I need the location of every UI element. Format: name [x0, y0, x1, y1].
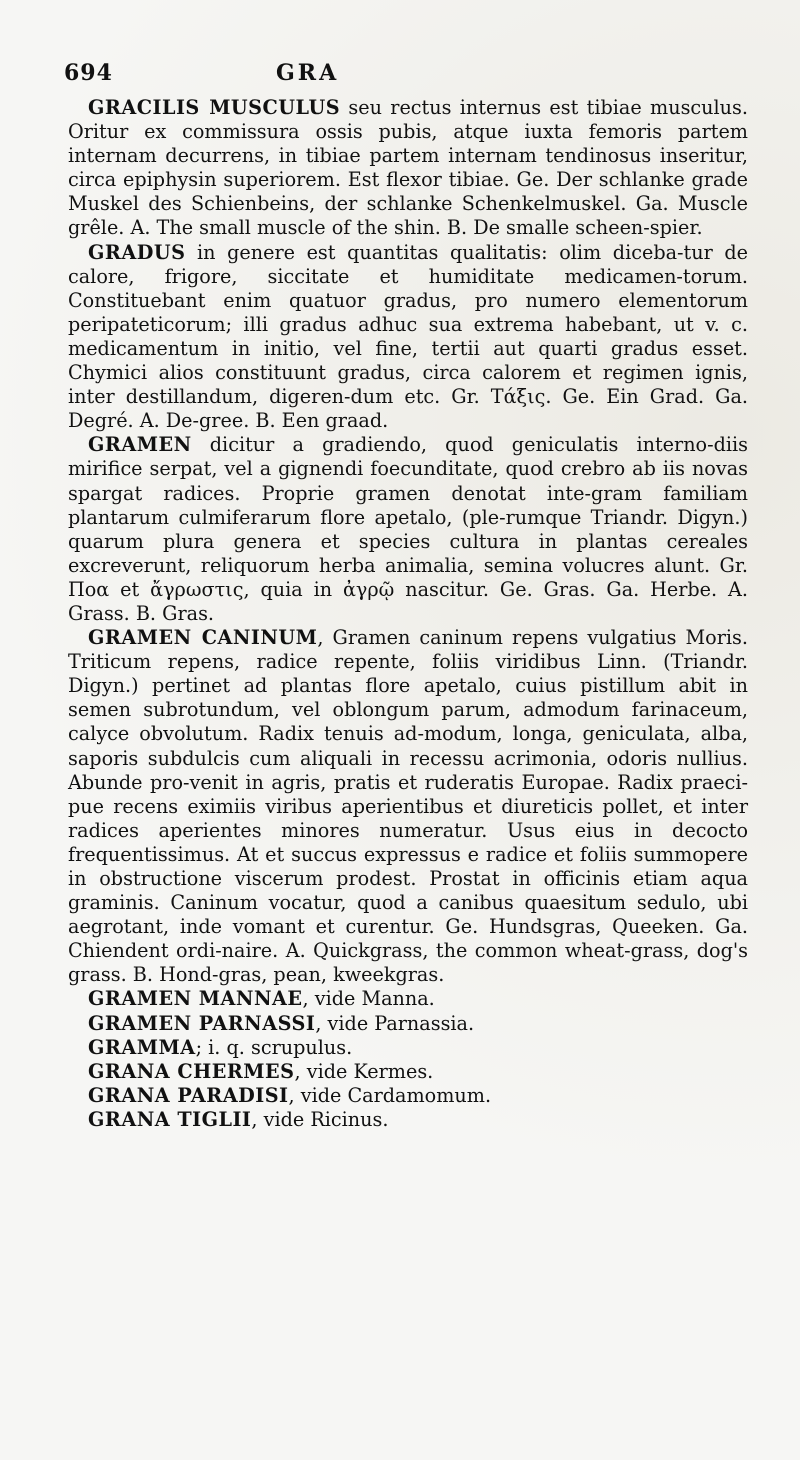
entry-lemma: GRAMEN MANNAE	[88, 987, 303, 1011]
entry-gramen-mannae	[68, 987, 748, 1011]
page-header	[64, 60, 744, 100]
entry-text: , vide Ricinus.	[251, 1107, 389, 1131]
entry-gramen	[68, 433, 748, 626]
entry-gradus	[68, 241, 748, 434]
entry-lemma: GRANA CHERMES	[88, 1059, 295, 1083]
entry-lemma: GRACILIS MUSCULUS	[88, 96, 341, 119]
entry-lemma: GRANA TIGLII	[88, 1107, 252, 1131]
page-number: 694	[64, 60, 113, 86]
entry-text: , vide Parnassia.	[315, 1011, 475, 1035]
entry-lemma: GRADUS	[88, 240, 186, 264]
entry-grana-tiglii	[68, 1108, 748, 1132]
entry-lemma: GRAMEN	[88, 433, 192, 457]
entries-column	[68, 96, 748, 1132]
entry-gracilis-musculus	[68, 96, 748, 241]
entry-gramen-parnassi	[68, 1012, 748, 1036]
entry-text: , vide Cardamomum.	[288, 1083, 492, 1107]
entry-text: , vide Manna.	[302, 987, 435, 1011]
entry-text: dicitur a gradiendo, quod geniculatis interno-diis mirifice serpat, vel a gignendi foecunditate, quod crebro ab iis novas spargat radices. Proprie gramen denotat inte-gram familiam plantarum culmiferarum flore apetalo, (ple-rumque Triandr. Digyn.) quarum plura genera et species cultura in plantas cereales excreverunt, reliquorum herba animalia, semina volucres alunt. Gr. Ποα et ἄγρωστις, quia in ἀγρῷ nascitur. Ge. Gras. Ga. Herbe. A. Grass. B. Gras.	[68, 433, 748, 625]
entry-grana-paradisi	[68, 1084, 748, 1108]
entry-lemma: GRAMEN PARNASSI	[88, 1011, 316, 1035]
entry-text: , vide Kermes.	[294, 1059, 434, 1083]
entry-gramen-caninum	[68, 626, 748, 987]
entry-lemma: GRAMMA	[88, 1035, 196, 1059]
entry-text: , Gramen caninum repens vulgatius Moris. Triticum repens, radice repente, foliis viridibus Linn. (Triandr. Digyn.) pertinet ad plantas flore apetalo, cuius pistillum abit in semen subrotundum, vel oblongum parum, admodum farinaceum, calyce obvolutum. Radix tenuis ad-modum, longa, geniculata, alba, saporis subdulcis cum aliquali in recessu acrimonia, odoris nullius. Abunde pro-venit in agris, pratis et ruderatis Europae. Radix praeci-pue recens eximiis viribus aperientibus et diureticis pollet, et inter radices aperientes minores numeratur. Usus eius in decocto frequentissimus. At et succus expressus e radice et foliis summopere in obstructione viscerum prodest. Prostat in officinis etiam aqua graminis. Caninum vocatur, quod a canibus quaesitum sedulo, ubi aegrotant, inde vomant et curentur. Ge. Hundsgras, Queeken. Ga. Chiendent ordi-naire. A. Quickgrass, the common wheat-grass, dog's grass. B. Hond-gras, pean, kweekgras.	[68, 626, 748, 987]
entry-text: in genere est quantitas qualitatis: olim diceba-tur de calore, frigore, siccitate et humiditate medicamen-torum. Constituebant enim quatuor gradus, pro numero elementorum peripateticorum; illi gradus adhuc sua extrema habebant, ut v. c. medicamentum in initio, vel fine, tertii aut quarti gradus esset. Chymici alios constituunt gradus, circa calorem et regimen ignis, inter destillandum, digeren-dum etc. Gr. Τάξις. Ge. Ein Grad. Ga. Degré. A. De-gree. B. Een graad.	[68, 240, 748, 433]
entry-gramma	[68, 1036, 748, 1060]
entry-text: ; i. q. scrupulus.	[195, 1035, 353, 1059]
entry-lemma: GRANA PARADISI	[88, 1083, 289, 1107]
entry-lemma: GRAMEN CANINUM	[88, 626, 318, 650]
entry-text: seu rectus internus est tibiae musculus. Oritur ex commissura ossis pubis, atque iuxta femoris partem internam decurrens, in tibiae partem internam tendinosus inseritur, circa epiphysin superiorem. Est flexor tibiae. Ge. Der schlanke grade Muskel des Schienbeins, der schlanke Schenkelmuskel. Ga. Muscle grêle. A. The small muscle of the shin. B. De smalle scheen-spier.	[68, 96, 748, 240]
entry-grana-chermes	[68, 1060, 748, 1084]
running-head: GRA	[276, 60, 340, 86]
